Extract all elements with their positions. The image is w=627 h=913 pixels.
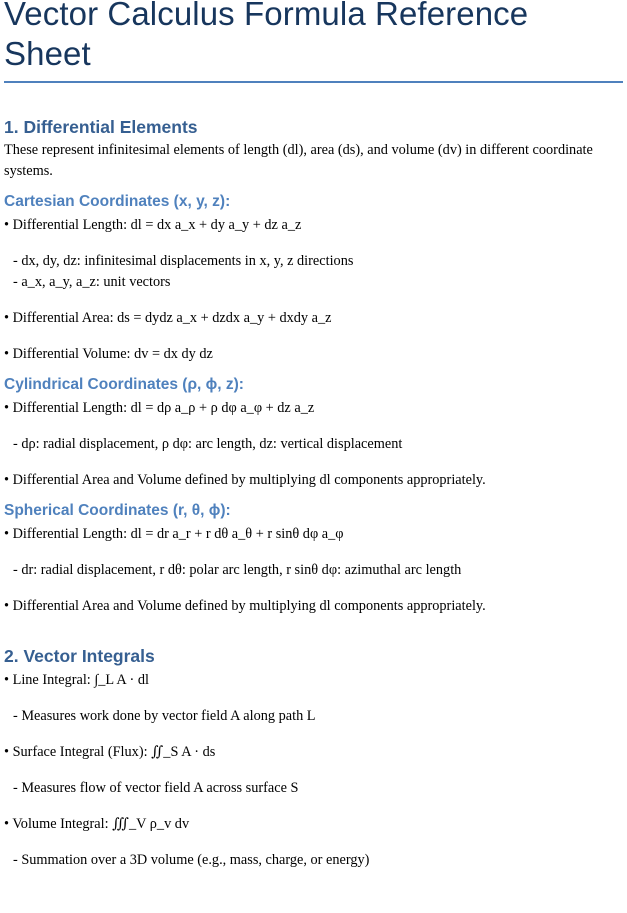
subsection-heading-spherical: Spherical Coordinates (r, θ, ϕ):: [4, 502, 231, 519]
cartesian-length: • Differential Length: dl = dx a_x + dy a_y + dz a_z: [4, 217, 302, 233]
section-heading-differential-elements: 1. Differential Elements: [4, 117, 198, 137]
volume-integral: • Volume Integral: ∭_V ρ_v dv: [4, 816, 190, 832]
cartesian-note-unit-vectors: - a_x, a_y, a_z: unit vectors: [13, 274, 171, 290]
section-intro: These represent infinitesimal elements of length (dl), area (ds), and volume (dv) in different coordinate systems.: [4, 142, 593, 179]
cylindrical-area-volume: • Differential Area and Volume defined by multiplying dl components appropriately.: [4, 472, 486, 488]
cylindrical-length: • Differential Length: dl = dρ a_ρ + ρ dφ a_φ + dz a_z: [4, 400, 315, 416]
surface-integral: • Surface Integral (Flux): ∬_S A · ds: [4, 744, 216, 760]
spherical-area-volume: • Differential Area and Volume defined by multiplying dl components appropriately.: [4, 598, 486, 614]
spherical-length: • Differential Length: dl = dr a_r + r dθ a_θ + r sinθ dφ a_φ: [4, 526, 344, 542]
subsection-heading-cartesian: Cartesian Coordinates (x, y, z):: [4, 193, 231, 210]
line-integral-note: - Measures work done by vector field A along path L: [13, 708, 316, 724]
spherical-note: - dr: radial displacement, r dθ: polar arc length, r sinθ dφ: azimuthal arc length: [13, 562, 462, 578]
cartesian-note-displacements: - dx, dy, dz: infinitesimal displacements in x, y, z directions: [13, 253, 354, 269]
cylindrical-note: - dρ: radial displacement, ρ dφ: arc length, dz: vertical displacement: [13, 436, 403, 452]
section-heading-vector-integrals: 2. Vector Integrals: [4, 646, 155, 666]
line-integral: • Line Integral: ∫_L A · dl: [4, 672, 149, 688]
subsection-heading-cylindrical: Cylindrical Coordinates (ρ, ϕ, z):: [4, 376, 244, 393]
page-title: Vector Calculus Formula Reference Sheet: [4, 0, 623, 83]
volume-integral-note: - Summation over a 3D volume (e.g., mass, charge, or energy): [13, 852, 370, 868]
cartesian-volume: • Differential Volume: dv = dx dy dz: [4, 346, 213, 362]
surface-integral-note: - Measures flow of vector field A across surface S: [13, 780, 299, 796]
cartesian-area: • Differential Area: ds = dydz a_x + dzdx a_y + dxdy a_z: [4, 310, 332, 326]
